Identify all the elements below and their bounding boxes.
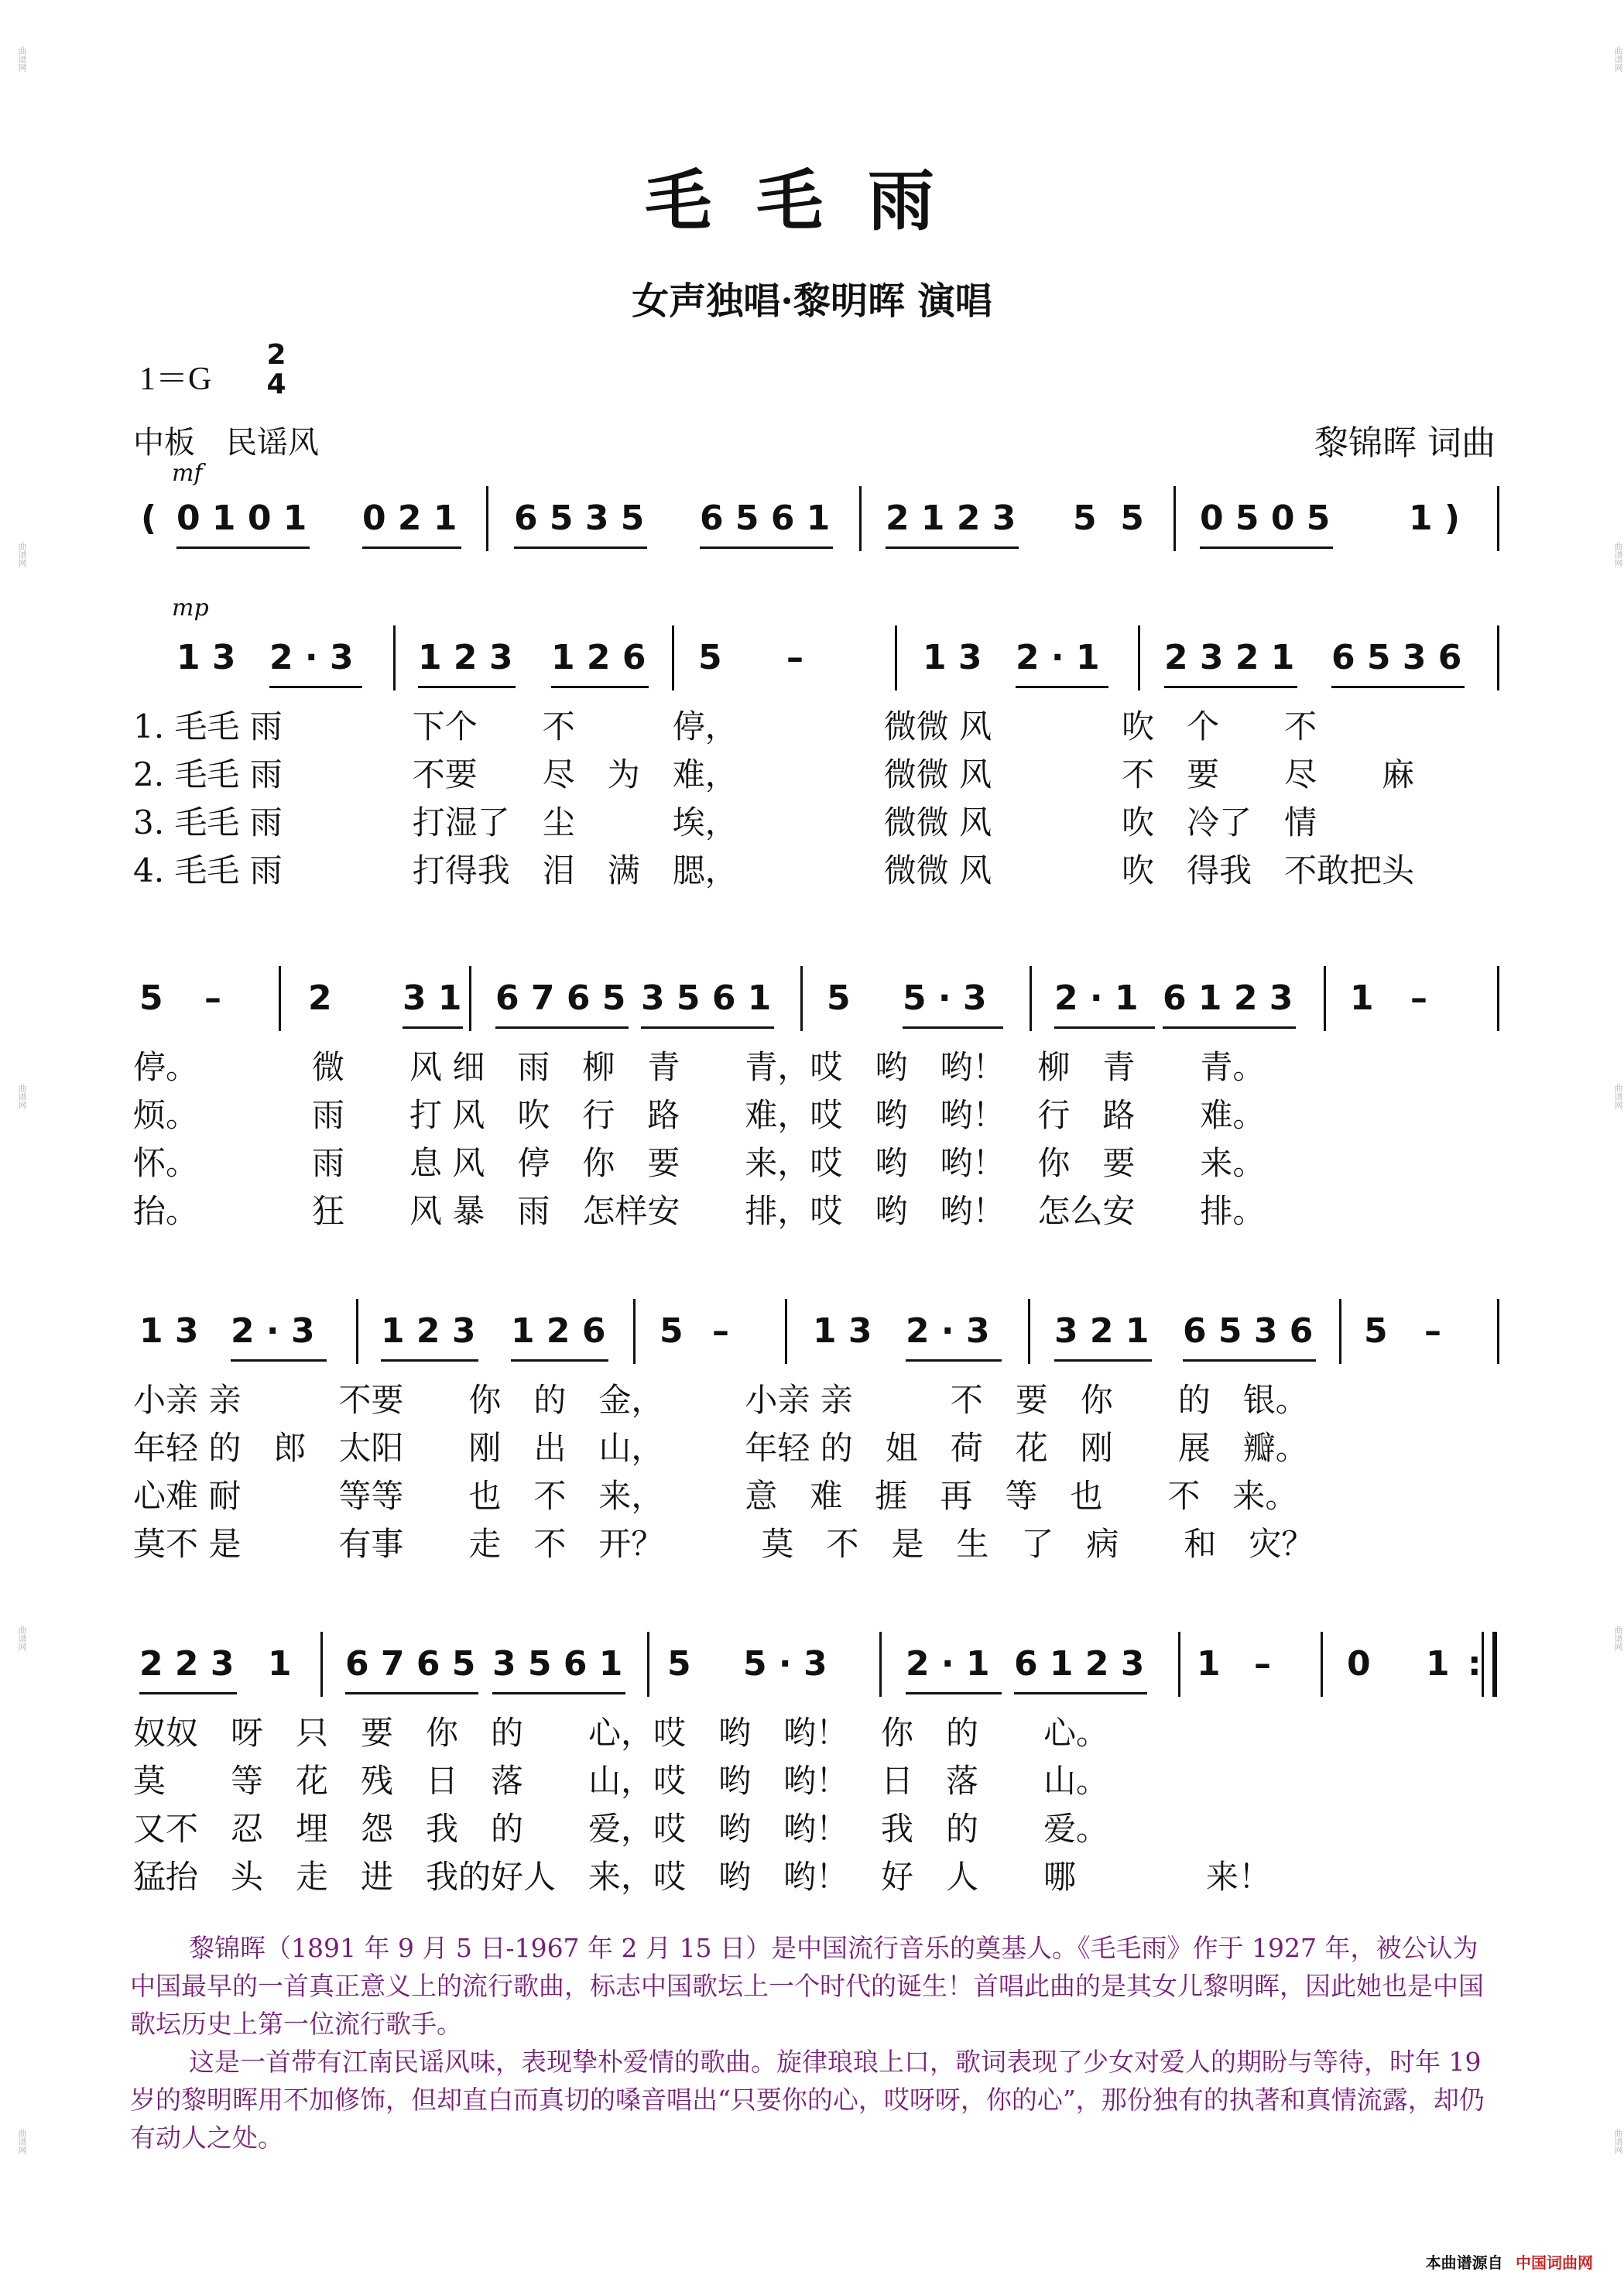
note-group: 0 2 1 xyxy=(362,499,457,538)
beam-line xyxy=(1200,547,1333,549)
note-group: 3 2 1 xyxy=(1054,1311,1149,1351)
beam-line xyxy=(495,1026,629,1029)
dynamic-mark: mp xyxy=(172,594,209,622)
watermark-text: 曲谱网 xyxy=(1613,2129,1623,2154)
note-group: 2 xyxy=(308,978,332,1018)
note-group: 1 2 3 xyxy=(381,1311,476,1351)
note-group: 5 xyxy=(660,1311,684,1351)
beam-line xyxy=(269,686,362,688)
meter-top: 2 xyxy=(266,339,286,371)
note-group: 1 3 xyxy=(176,638,236,677)
note-group: 1 ) xyxy=(1409,499,1461,538)
lyric-line: 猛抬 头 走 进 我的好人 来，哎 哟 哟！ 好 人 哪 来！ xyxy=(133,1858,1272,1896)
note-group: 5 xyxy=(667,1644,691,1684)
watermark-text: 曲谱网 xyxy=(17,542,27,567)
beam-line xyxy=(514,547,647,549)
note-group: 1 2 6 xyxy=(551,638,646,677)
barline xyxy=(1482,1632,1484,1697)
barline xyxy=(879,1632,882,1697)
song-notes xyxy=(130,1929,1497,2157)
note-group: 5 5 xyxy=(1073,499,1144,538)
note-group: 2 · 1 xyxy=(1054,978,1139,1018)
note-group: ( xyxy=(141,499,157,538)
final-barline xyxy=(1492,1632,1497,1697)
note-group: 3 1 xyxy=(403,978,462,1018)
barline xyxy=(393,625,396,690)
note-group: 5 · 3 xyxy=(743,1644,827,1684)
note-group: 2 · 3 xyxy=(269,638,354,677)
note-group: 0 xyxy=(1347,1644,1371,1684)
left-watermark-strip xyxy=(0,0,28,2282)
note-group: 2 · 1 xyxy=(906,1644,990,1684)
beam-line xyxy=(511,1359,608,1362)
tempo-marking: 中板 民谣风 xyxy=(133,425,319,461)
note-group: – xyxy=(712,1311,729,1351)
barline xyxy=(1497,1299,1499,1364)
note-group: 6 5 3 5 xyxy=(514,499,645,538)
note-group: 1 xyxy=(268,1644,292,1684)
barline xyxy=(356,1299,358,1364)
barline xyxy=(1324,966,1326,1031)
beam-line xyxy=(139,1692,237,1694)
notes-row xyxy=(0,495,1624,557)
note-group: 5 xyxy=(1364,1311,1388,1351)
beam-line xyxy=(641,1026,774,1029)
note-group: 0 1 0 1 xyxy=(176,499,307,538)
time-signature xyxy=(265,341,288,399)
footer-source: 本曲谱源自 xyxy=(1425,2253,1503,2272)
note-group: – xyxy=(1410,978,1427,1018)
lyric-line: 又不 忍 埋 怨 我 的 爱，哎 哟 哟！ 我 的 爱。 xyxy=(133,1810,1109,1848)
lyric-line: 小亲 亲 不要 你 的 金， 小亲 亲 不 要 你 的 银。 xyxy=(133,1381,1308,1419)
watermark-text: 曲谱网 xyxy=(1613,1626,1623,1651)
note-group: 6 7 6 5 xyxy=(495,978,626,1018)
beam-line xyxy=(1164,686,1297,688)
beam-line xyxy=(1054,1359,1152,1362)
lyric-line: 奴奴 呀 只 要 你 的 心，哎 哟 哟！ 你 的 心。 xyxy=(133,1714,1109,1752)
barline xyxy=(1138,625,1140,690)
dynamic-mark: mf xyxy=(172,460,203,487)
barline xyxy=(895,625,897,690)
note-group: 1 xyxy=(1350,978,1374,1018)
note-group: 5 xyxy=(827,978,851,1018)
lyric-line: 抬。 狂 风 暴 雨 怎样安 排，哎 哟 哟！ 怎么安 排。 xyxy=(133,1192,1266,1230)
key-signature: 1＝G xyxy=(139,361,212,397)
barline xyxy=(320,1632,323,1697)
beam-line xyxy=(176,547,310,549)
beam-line xyxy=(1163,1026,1296,1029)
watermark-text: 曲谱网 xyxy=(1613,1084,1623,1109)
barline xyxy=(486,486,488,551)
lyric-line: 1. 毛毛 雨 下个 不 停， 微微 风 吹 个 不 xyxy=(133,708,1317,745)
notes-row xyxy=(0,635,1624,697)
watermark-text: 曲谱网 xyxy=(1613,46,1623,72)
note-group: – xyxy=(1254,1644,1271,1684)
beam-line xyxy=(1016,686,1108,688)
barline xyxy=(1030,966,1032,1031)
barline xyxy=(1497,966,1499,1031)
watermark-text: 曲谱网 xyxy=(17,2129,27,2154)
beam-line xyxy=(906,1359,1002,1362)
barline xyxy=(672,625,674,690)
beam-line xyxy=(1054,1026,1155,1029)
barline xyxy=(1028,1299,1030,1364)
note-group: – xyxy=(786,638,803,677)
notes-paragraph: 黎锦晖（1891 年 9 月 5 日-1967 年 2 月 15 日）是中国流行音乐的奠基人。《毛毛雨》作于 1927 年，被公认为中国最早的一首真正意义上的流行歌曲，标志中国歌坛上一个时代的诞生！首唱此曲的是其女儿黎明晖，因此她也是中国歌坛历史上第一位流行歌手。 xyxy=(130,1933,1484,2039)
beam-line xyxy=(345,1692,478,1694)
beam-line xyxy=(1183,1359,1316,1362)
repeat-dots: : xyxy=(1468,1644,1482,1684)
notes-row xyxy=(0,1308,1624,1370)
barline xyxy=(1339,1299,1341,1364)
meter-bottom: 4 xyxy=(266,368,286,400)
beam-line xyxy=(551,686,649,688)
note-group: 5 · 3 xyxy=(903,978,987,1018)
barline xyxy=(1497,625,1499,690)
notes-row xyxy=(0,975,1624,1037)
beam-line xyxy=(418,686,516,688)
note-group: – xyxy=(204,978,221,1018)
note-group: 5 xyxy=(698,638,722,677)
barline xyxy=(1497,486,1499,551)
lyric-line: 莫 等 花 残 日 落 山，哎 哟 哟！ 日 落 山。 xyxy=(133,1762,1109,1800)
note-group: 3 5 6 1 xyxy=(641,978,772,1018)
note-group: 2 2 3 xyxy=(139,1644,235,1684)
lyric-line: 2. 毛毛 雨 不要 尽 为 难， 微微 风 不 要 尽 麻 xyxy=(133,756,1415,793)
barline xyxy=(469,966,471,1031)
watermark-text: 曲谱网 xyxy=(17,46,27,72)
note-group: 3 5 6 1 xyxy=(492,1644,623,1684)
beam-line xyxy=(700,547,833,549)
beam-line xyxy=(903,1026,1003,1029)
note-group: 6 1 2 3 xyxy=(1163,978,1293,1018)
note-group: 6 1 2 3 xyxy=(1014,1644,1145,1684)
note-group: 2 · 1 xyxy=(1016,638,1100,677)
notes-paragraph: 这是一首带有江南民谣风味，表现挚朴爱情的歌曲。旋律琅琅上口，歌词表现了少女对爱人的期盼与等待，时年 19 岁的黎明晖用不加修饰，但却直白而真切的嗓音唱出“只要你的心，哎呀呀，你的心”，那份独有的执著和真情流露，却仍有动人之处。 xyxy=(130,2047,1485,2153)
lyric-line: 心难 耐 等等 也 不 来， 意 难 捱 再 等 也 不 来。 xyxy=(133,1477,1298,1515)
beam-line xyxy=(1331,686,1465,688)
note-group: 1 3 xyxy=(813,1311,872,1351)
beam-line xyxy=(381,1359,478,1362)
note-group: 2 · 3 xyxy=(906,1311,990,1351)
barline xyxy=(785,1299,787,1364)
lyric-line: 停。 微 风 细 雨 柳 青 青，哎 哟 哟！ 柳 青 青。 xyxy=(133,1048,1266,1086)
lyric-line: 年轻 的 郎 太阳 刚 出 山， 年轻 的 姐 荷 花 刚 展 瓣。 xyxy=(133,1429,1308,1467)
song-title: 毛毛雨 xyxy=(645,162,979,240)
lyric-line: 怀。 雨 息 风 停 你 要 来，哎 哟 哟！ 你 要 来。 xyxy=(133,1144,1266,1182)
beam-line xyxy=(906,1692,1002,1694)
beam-line xyxy=(403,1026,463,1029)
note-group: 1 xyxy=(1426,1644,1450,1684)
barline xyxy=(647,1632,649,1697)
notes-row xyxy=(0,1641,1624,1703)
note-group: 2 3 2 1 xyxy=(1164,638,1295,677)
note-group: 6 5 6 1 xyxy=(700,499,831,538)
beam-line xyxy=(492,1692,625,1694)
barline xyxy=(859,486,862,551)
note-group: 1 2 3 xyxy=(418,638,513,677)
note-group: 1 3 xyxy=(139,1311,199,1351)
barline xyxy=(633,1299,636,1364)
barline xyxy=(1178,1632,1180,1697)
barline xyxy=(1321,1632,1323,1697)
right-watermark-strip xyxy=(1596,0,1624,2282)
note-group: 1 3 xyxy=(923,638,982,677)
note-group: 6 5 3 6 xyxy=(1183,1311,1314,1351)
note-group: 5 xyxy=(139,978,163,1018)
note-group: 6 5 3 6 xyxy=(1331,638,1462,677)
watermark-text: 曲谱网 xyxy=(1613,542,1623,567)
beam-line xyxy=(886,547,1019,549)
note-group: 2 · 3 xyxy=(231,1311,315,1351)
lyric-line: 莫不 是 有事 走 不 开？ 莫 不 是 生 了 病 和 灾？ xyxy=(133,1525,1314,1563)
footer-site-link[interactable]: 中国词曲网 xyxy=(1516,2253,1593,2272)
watermark-text: 曲谱网 xyxy=(17,1626,27,1651)
lyric-line: 3. 毛毛 雨 打湿了 尘 埃， 微微 风 吹 冷了 情 xyxy=(133,803,1317,841)
note-group: 0 5 0 5 xyxy=(1200,499,1331,538)
subtitle: 女声独唱·黎明晖 演唱 xyxy=(632,279,992,323)
beam-line xyxy=(362,547,461,549)
beam-line xyxy=(231,1359,327,1362)
barline xyxy=(800,966,803,1031)
beam-line xyxy=(1014,1692,1147,1694)
composer-credit: 黎锦晖 词曲 xyxy=(1314,423,1496,463)
lyric-line: 4. 毛毛 雨 打得我 泪 满 腮， 微微 风 吹 得我 不敢把头 xyxy=(133,851,1415,889)
barline xyxy=(1173,486,1176,551)
note-group: 6 7 6 5 xyxy=(345,1644,476,1684)
note-group: 2 1 2 3 xyxy=(886,499,1016,538)
note-group: – xyxy=(1424,1311,1441,1351)
watermark-text: 曲谱网 xyxy=(17,1084,27,1109)
note-group: 1 2 6 xyxy=(511,1311,606,1351)
barline xyxy=(279,966,281,1031)
footer-credit xyxy=(1426,2250,1593,2273)
note-group: 1 xyxy=(1197,1644,1221,1684)
lyric-line: 烦。 雨 打 风 吹 行 路 难，哎 哟 哟！ 行 路 难。 xyxy=(133,1096,1266,1134)
